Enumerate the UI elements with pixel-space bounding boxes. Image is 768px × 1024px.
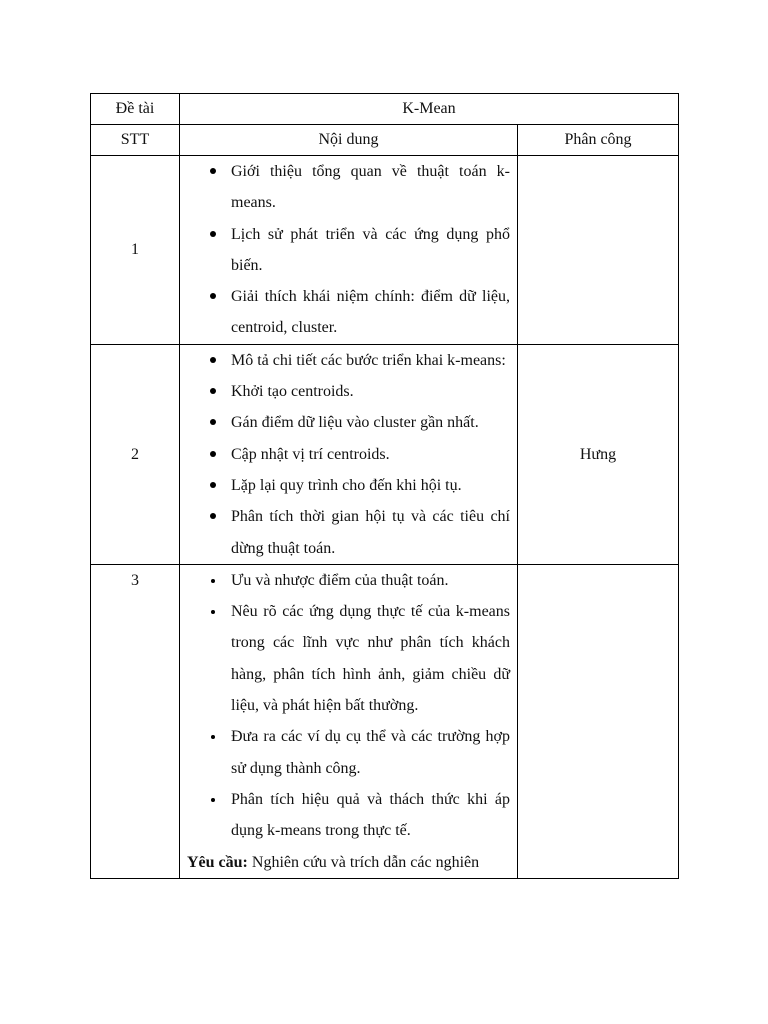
list-item: Phân tích hiệu quả và thách thức khi áp dụng k-means trong thực tế. bbox=[231, 784, 510, 847]
topic-value: K-Mean bbox=[180, 94, 679, 125]
row-assignee bbox=[518, 564, 679, 878]
list-item: Lịch sử phát triển và các ứng dụng phổ biến. bbox=[231, 219, 510, 282]
list-item: Phân tích thời gian hội tụ và các tiêu chí dừng thuật toán. bbox=[231, 501, 510, 564]
row-number: 1 bbox=[91, 156, 180, 345]
list-item: Giải thích khái niệm chính: điểm dữ liệu, centroid, cluster. bbox=[231, 281, 510, 344]
row-assignee bbox=[518, 156, 679, 345]
list-item: Giới thiệu tổng quan về thuật toán k-means. bbox=[231, 156, 510, 219]
requirement-label: Yêu cầu: bbox=[187, 853, 248, 871]
row-content bbox=[180, 156, 518, 345]
list-item: Đưa ra các ví dụ cụ thể và các trường hợp sử dụng thành công. bbox=[231, 721, 510, 784]
list-item: Mô tả chi tiết các bước triển khai k-means: bbox=[231, 345, 510, 376]
topic-row bbox=[91, 94, 679, 125]
requirement-text: Nghiên cứu và trích dẫn các nghiên bbox=[247, 853, 480, 871]
header-assign: Phân công bbox=[518, 125, 679, 156]
header-content: Nội dung bbox=[180, 125, 518, 156]
table-row bbox=[91, 564, 679, 878]
list-item: Cập nhật vị trí centroids. bbox=[231, 439, 510, 470]
list-item: Gán điểm dữ liệu vào cluster gần nhất. bbox=[231, 407, 510, 438]
row-number: 2 bbox=[91, 344, 180, 564]
bullet-list bbox=[180, 565, 517, 847]
topic-label: Đề tài bbox=[91, 94, 180, 125]
list-item: Lặp lại quy trình cho đến khi hội tụ. bbox=[231, 470, 510, 501]
list-item: Khởi tạo centroids. bbox=[231, 376, 510, 407]
bullet-list bbox=[180, 345, 517, 564]
table-row bbox=[91, 156, 679, 345]
header-stt: STT bbox=[91, 125, 180, 156]
list-item: Ưu và nhược điểm của thuật toán. bbox=[231, 565, 510, 596]
header-row bbox=[91, 125, 679, 156]
row-content bbox=[180, 344, 518, 564]
bullet-list bbox=[180, 156, 517, 344]
table-row bbox=[91, 344, 679, 564]
assignment-table bbox=[90, 93, 679, 879]
row-number: 3 bbox=[91, 564, 180, 878]
requirement-note bbox=[180, 847, 517, 878]
list-item: Nêu rõ các ứng dụng thực tế của k-means trong các lĩnh vực như phân tích khách hàng, phân tích hình ảnh, giảm chiều dữ liệu, và phát hiện bất thường. bbox=[231, 596, 510, 721]
row-content bbox=[180, 564, 518, 878]
row-assignee: Hưng bbox=[518, 344, 679, 564]
